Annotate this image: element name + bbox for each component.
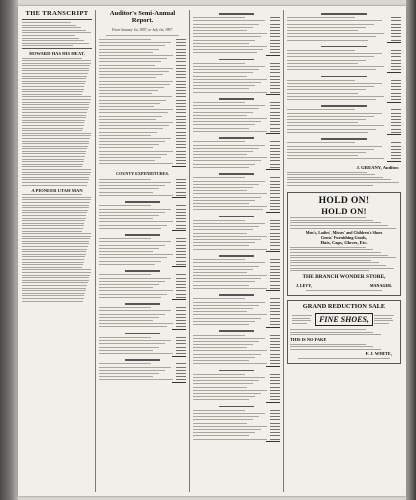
report-column — [193, 10, 280, 443]
text-line — [22, 202, 90, 203]
text-line — [22, 86, 84, 87]
text-line — [22, 288, 86, 289]
text-line — [22, 262, 84, 263]
ledger-heading — [321, 138, 367, 140]
ledger-heading — [125, 201, 160, 203]
article-text — [22, 58, 92, 186]
ad-headline: HOLD ON! — [318, 194, 370, 206]
text-line — [290, 225, 388, 226]
text-line — [22, 130, 82, 131]
text-line — [22, 269, 91, 270]
text-line — [22, 153, 86, 154]
ad-owner: F. J. WHITE, — [365, 351, 392, 357]
text-line — [287, 182, 399, 183]
text-line — [22, 220, 85, 221]
column-rule — [189, 10, 190, 492]
text-line — [22, 78, 86, 79]
ledger — [99, 38, 186, 167]
ledger-row — [287, 131, 401, 134]
text-line — [22, 218, 86, 219]
ad-line: Men's, Ladies', Misses' and Children's Shoes — [305, 230, 383, 236]
text-line — [22, 282, 88, 283]
text-line — [22, 27, 81, 28]
ad-side-text — [292, 314, 314, 326]
text-line — [22, 231, 82, 232]
text-line — [22, 256, 85, 257]
text-line — [22, 275, 90, 276]
text-line — [22, 225, 84, 226]
column-rule — [95, 10, 96, 492]
text-line — [22, 267, 82, 268]
text-line — [22, 223, 84, 224]
text-line — [290, 222, 381, 223]
text-line — [22, 290, 86, 291]
text-line — [290, 268, 394, 269]
text-line — [290, 249, 373, 250]
ledger-heading — [219, 173, 254, 175]
text-line — [22, 60, 91, 61]
text-line — [287, 185, 373, 186]
ledger — [99, 178, 186, 383]
text-line — [22, 243, 89, 244]
text-line — [22, 280, 89, 281]
text-line — [306, 290, 382, 291]
ad-text — [290, 329, 398, 335]
text-line — [22, 233, 91, 234]
advertisement-sale — [287, 300, 401, 364]
ledger-heading — [125, 270, 160, 272]
text-line — [22, 164, 83, 165]
text-line — [22, 141, 89, 142]
ledger-heading — [321, 13, 367, 15]
text-line — [22, 179, 89, 180]
text-line — [22, 32, 91, 33]
text-line — [298, 358, 390, 359]
headline: A PIONEER UTAH MAN — [31, 187, 83, 193]
text-line — [22, 102, 90, 103]
ad-feature-box: FINE SHOES, — [315, 313, 373, 326]
text-line — [22, 120, 85, 121]
text-line — [22, 122, 84, 123]
text-line — [22, 128, 83, 129]
text-line — [22, 40, 84, 41]
headline: HOWARD HAS HIS HEAT. — [29, 50, 85, 56]
ad-line: Hats, Caps, Gloves, Etc. — [320, 240, 368, 246]
text-line — [22, 238, 90, 239]
ledger-heading — [219, 13, 254, 15]
newspaper-page — [18, 6, 406, 496]
text-block — [22, 22, 92, 46]
text-line — [22, 249, 87, 250]
ledger-heading — [321, 46, 367, 48]
ledger-row — [287, 38, 401, 41]
ledger — [193, 13, 280, 442]
text-line — [22, 115, 86, 116]
text-line — [290, 257, 396, 258]
text-line — [290, 255, 388, 256]
text-line — [22, 199, 91, 200]
store-name: THE BRANCH WONDER STORE, — [302, 274, 386, 281]
text-line — [22, 35, 75, 36]
text-line — [290, 228, 396, 229]
text-line — [22, 205, 89, 206]
text-line — [22, 151, 86, 152]
text-line — [22, 133, 91, 134]
page-binding-shadow — [0, 0, 18, 500]
ledger-heading — [321, 76, 367, 78]
article-text — [22, 194, 92, 301]
ad-headline: GRAND REDUCTION SALE — [302, 303, 386, 311]
text-line — [22, 43, 89, 44]
ledger-heading — [321, 105, 367, 107]
text-line — [22, 30, 86, 31]
ledger — [287, 13, 401, 162]
ledger-row — [287, 68, 401, 71]
text-line — [22, 207, 89, 208]
masthead: THE TRANSCRIPT — [25, 10, 89, 17]
text-line — [22, 236, 91, 237]
text-line — [290, 265, 386, 266]
ad-text — [290, 247, 398, 271]
ledger-heading — [125, 303, 160, 305]
ledger-row — [287, 98, 401, 101]
ledger-heading — [219, 59, 254, 61]
text-line — [290, 247, 366, 248]
text-line — [287, 177, 383, 178]
text-line — [22, 112, 87, 113]
ledger-row — [287, 157, 401, 160]
text-line — [22, 117, 86, 118]
text-line — [22, 210, 88, 211]
text-line — [22, 246, 88, 247]
ledger-heading — [219, 137, 254, 139]
ad-fake-line: THIS IS NO FAKE — [290, 336, 327, 342]
text-line — [290, 349, 381, 350]
text-line — [290, 329, 366, 330]
text-line — [22, 159, 84, 160]
page-edge-shadow — [406, 0, 416, 500]
text-line — [287, 179, 391, 180]
text-line — [22, 70, 89, 71]
text-line — [22, 107, 89, 108]
text-line — [22, 22, 71, 23]
text-line — [22, 169, 91, 170]
advertisement-hold-on — [287, 192, 401, 297]
text-line — [22, 174, 90, 175]
text-line — [290, 332, 373, 333]
text-line — [22, 182, 88, 183]
text-line — [22, 259, 84, 260]
text-line — [22, 156, 85, 157]
text-line — [290, 344, 366, 345]
report-title: Auditor's Semi-Annual Report. — [109, 10, 176, 24]
report-column — [287, 10, 401, 364]
text-line — [22, 146, 88, 147]
text-line — [22, 125, 84, 126]
text-line — [22, 135, 91, 136]
masthead-rule — [22, 19, 92, 20]
text-line — [106, 35, 180, 36]
text-line — [22, 63, 91, 64]
text-line — [22, 65, 90, 66]
ledger — [287, 172, 401, 186]
text-line — [290, 260, 371, 261]
section-heading: COUNTY EXPENDITURES. — [116, 170, 169, 176]
ledger-heading — [219, 370, 254, 372]
text-line — [287, 174, 375, 175]
text-line — [22, 68, 89, 69]
text-line — [290, 334, 381, 335]
text-line — [22, 251, 86, 252]
text-line — [22, 58, 82, 59]
ledger-heading — [219, 406, 254, 408]
text-line — [22, 228, 83, 229]
ad-text — [290, 344, 398, 350]
text-line — [22, 285, 87, 286]
text-line — [22, 264, 83, 265]
text-line — [22, 185, 87, 186]
report-subtitle: From January 1st, 1897, to July 1st, 1897. — [111, 28, 174, 32]
text-line — [290, 217, 366, 218]
ledger-heading — [125, 333, 160, 335]
text-line — [290, 252, 381, 253]
auditor-signature: J. GREANY, Auditor. — [356, 164, 399, 170]
text-line — [22, 148, 87, 149]
text-line — [22, 45, 73, 46]
report-column — [99, 10, 186, 384]
text-line — [22, 301, 83, 302]
text-line — [22, 94, 82, 95]
text-line — [22, 76, 87, 77]
column-rule — [283, 10, 284, 492]
text-line — [22, 138, 90, 139]
ledger-heading — [125, 234, 160, 236]
text-line — [290, 220, 373, 221]
text-line — [287, 172, 367, 173]
text-line — [22, 241, 89, 242]
ledger-heading — [219, 294, 254, 296]
divider — [22, 48, 92, 49]
text-line — [22, 177, 89, 178]
ledger-heading — [219, 330, 254, 332]
manager-name: J. LEVY, — [296, 283, 312, 289]
text-line — [290, 270, 369, 271]
text-line — [22, 254, 86, 255]
text-line — [22, 277, 89, 278]
text-line — [22, 212, 87, 213]
ledger-heading — [219, 98, 254, 100]
text-line — [22, 83, 85, 84]
ad-text — [290, 217, 398, 228]
ledger-heading — [219, 216, 254, 218]
ledger-heading — [219, 255, 254, 257]
text-line — [22, 194, 82, 195]
ad-side-text — [374, 314, 396, 326]
text-line — [290, 262, 379, 263]
text-line — [22, 272, 91, 273]
text-line — [22, 161, 84, 162]
text-line — [22, 172, 91, 173]
text-line — [22, 81, 86, 82]
text-line — [22, 25, 76, 26]
news-column — [22, 10, 92, 303]
text-line — [22, 166, 82, 167]
ad-line: Gents' Furnishing Goods, — [321, 235, 367, 241]
text-line — [22, 298, 84, 299]
text-line — [22, 99, 91, 100]
text-line — [22, 215, 86, 216]
text-line — [22, 73, 88, 74]
text-line — [22, 109, 88, 110]
text-line — [290, 346, 373, 347]
text-line — [22, 104, 89, 105]
text-line — [22, 295, 84, 296]
text-line — [22, 293, 85, 294]
text-line — [22, 91, 83, 92]
text-line — [22, 89, 84, 90]
ledger-heading — [125, 359, 160, 361]
manager-title: MANAGER. — [369, 283, 392, 289]
ad-headline: HOLD ON! — [321, 205, 367, 216]
text-line — [22, 143, 89, 144]
text-line — [22, 197, 91, 198]
text-line — [22, 96, 91, 97]
text-line — [22, 38, 79, 39]
